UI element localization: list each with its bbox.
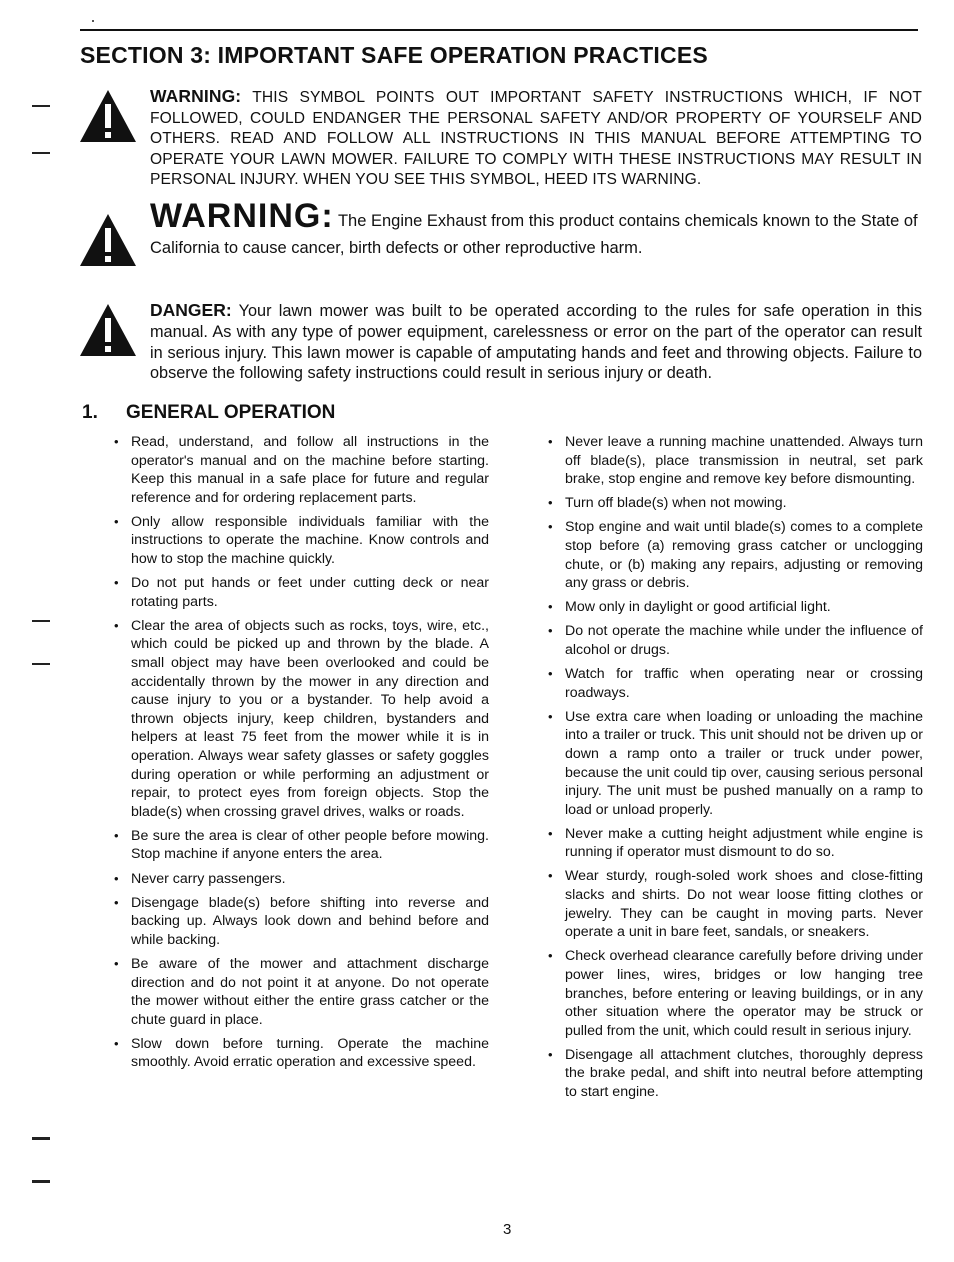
binding-mark — [32, 663, 50, 665]
top-rule — [80, 29, 918, 31]
bullet-icon: • — [548, 623, 553, 639]
list-item — [113, 513, 489, 569]
list-item-text: Be sure the area is clear of other people before mowing. Stop machine if anyone enters the area. — [131, 827, 489, 863]
list-item — [113, 574, 489, 611]
bullet-icon: • — [548, 708, 553, 724]
list-item-text: Do not put hands or feet under cutting deck or near rotating parts. — [131, 575, 489, 610]
list-item — [113, 894, 489, 950]
california-warning-body: The Engine Exhaust from this product contains chemicals known to the State of California to cause cancer, birth defects or other reproductive harm. — [150, 212, 918, 257]
list-item — [113, 433, 489, 507]
list-item-text: Slow down before turning. Operate the machine smoothly. Avoid erratic operation and excessive speed. — [131, 1035, 489, 1071]
bullet-icon: • — [548, 825, 553, 841]
warning-symbol-callout — [78, 86, 922, 191]
bullet-icon: • — [114, 827, 119, 843]
california-warning-callout — [78, 197, 922, 262]
list-item-text: Disengage all attachment clutches, thoroughly depress the brake pedal, and shift into neutral before attempting to start engine. — [565, 1046, 923, 1100]
scan-speck — [92, 20, 94, 22]
warning-triangle-icon — [78, 302, 138, 358]
bullet-icon: • — [114, 513, 119, 529]
california-warning-text — [150, 197, 922, 262]
list-item-text: Do not operate the machine while under the influence of alcohol or drugs. — [565, 623, 923, 658]
bullet-icon: • — [548, 519, 553, 535]
warning-label-large: WARNING: — [150, 197, 334, 235]
heading-number: 1. — [82, 402, 98, 423]
list-item-text: Never leave a running machine unattended. Always turn off blade(s), place transmission in neutral, set park brake, stop engine and remove key before dismounting. — [565, 434, 923, 488]
list-item-text: Check overhead clearance carefully before driving under power lines, wires, bridges or low hanging tree branches, before entering or leaving buildings, or in any other situation where the operator may be struck or pulled from the unit, which could result in serious injury. — [565, 948, 923, 1039]
list-item-text: Be aware of the mower and attachment discharge direction and do not point it at anyone. Do not operate the mower without either the entire grass catcher or the chute guard in place. — [131, 955, 489, 1028]
list-item — [547, 622, 923, 659]
list-item — [547, 598, 923, 617]
right-bullet-list — [547, 433, 923, 1107]
warning-symbol-text — [150, 86, 922, 191]
page-number: 3 — [503, 1221, 512, 1238]
bullet-icon: • — [548, 434, 553, 449]
bullet-icon: • — [114, 617, 119, 633]
bullet-icon: • — [114, 955, 119, 971]
bullet-icon: • — [114, 434, 119, 449]
danger-label: DANGER: — [150, 300, 232, 320]
list-item — [547, 665, 923, 702]
list-item — [113, 870, 489, 889]
bullet-icon: • — [548, 1046, 553, 1062]
bullet-icon: • — [548, 495, 553, 511]
list-item — [547, 1046, 923, 1102]
warning-triangle-icon — [78, 212, 138, 268]
list-item-text: Only allow responsible individuals familiar with the instructions to operate the machine. Know controls and how to stop the machine quickly. — [131, 513, 489, 568]
list-item-text: Stop engine and wait until blade(s) comes to a complete stop before (a) removing grass catcher or unclogging chute, or (b) making any repairs, adjusting or removing any grass or debris. — [565, 519, 923, 592]
bullet-icon: • — [548, 599, 553, 615]
warning-label: WARNING: — [150, 86, 242, 106]
list-item-text: Never carry passengers. — [131, 870, 286, 887]
list-item-text: Turn off blade(s) when not mowing. — [565, 495, 787, 512]
bullet-icon: • — [114, 870, 119, 886]
section-title: SECTION 3: IMPORTANT SAFE OPERATION PRACTICES — [80, 42, 708, 68]
bullet-icon: • — [548, 868, 553, 884]
list-item-text: Watch for traffic when operating near or crossing roadways. — [565, 666, 923, 701]
list-item-text: Never make a cutting height adjustment while engine is running if operator must dismount to do so. — [565, 825, 923, 861]
binding-mark — [32, 620, 50, 622]
list-item — [113, 617, 489, 822]
binding-mark — [32, 105, 50, 107]
bullet-icon: • — [114, 894, 119, 910]
list-item — [547, 947, 923, 1040]
warning-body: THIS SYMBOL POINTS OUT IMPORTANT SAFETY INSTRUCTIONS WHICH, IF NOT FOLLOWED, COULD ENDANGER THE PERSONAL SAFETY AND/OR PROPERTY OF YOURSELF AND OTHERS. READ AND FOLLOW ALL INSTRUCTIONS IN THIS MANUAL BEFORE ATTEMPTING TO OPERATE YOUR LAWN MOWER. FAILURE TO COMPLY WITH THESE INSTRUCTIONS MAY RESULT IN PERSONAL INJURY. WHEN YOU SEE THIS SYMBOL, HEED ITS WARNING. — [150, 89, 922, 188]
list-item — [547, 708, 923, 820]
list-item-text: Wear sturdy, rough-soled work shoes and close-fitting slacks and shirts. Do not wear loose fitting clothes or jewelry. They can be caught in moving parts. Never operate a unit in bare feet, sandals, or sneakers. — [565, 868, 923, 941]
list-item-text: Clear the area of objects such as rocks, toys, wire, etc., which could be picked up and thrown by the blade. A small object may have been overlooked and could be accidentally thrown by the mower in any direction and cause injury to you or a bystander. To help avoid a thrown objects injury, keep children, bystanders and helpers at least 75 feet from the mower while it is in operation. Always wear safety glasses or safety goggles during operation or while performing an adjustment or repair, to protect eyes from foreign objects. Stop the blade(s) when crossing gravel drives, walks or roads. — [131, 617, 489, 820]
list-item — [113, 955, 489, 1029]
general-operation-heading — [82, 402, 335, 424]
list-item — [113, 827, 489, 864]
danger-text — [150, 300, 922, 384]
list-item — [547, 518, 923, 592]
heading-text: GENERAL OPERATION — [126, 402, 336, 423]
binding-mark — [32, 1180, 50, 1183]
list-item — [547, 433, 923, 489]
list-item-text: Mow only in daylight or good artificial light. — [565, 599, 831, 616]
list-item-text: Read, understand, and follow all instructions in the operator's manual and on the machine before starting. Keep this manual in a safe place for future and regular reference and for ordering replacement parts. — [131, 434, 489, 506]
bullet-icon: • — [548, 666, 553, 682]
list-item-text: Use extra care when loading or unloading the machine into a trailer or truck. This unit should not be driven up or down a ramp onto a trailer or truck under power, because the unit could tip over, causing serious personal injury. The unit must be pushed manually on a ramp to load or unload properly. — [565, 708, 923, 818]
list-item — [547, 825, 923, 862]
list-item — [113, 1035, 489, 1072]
list-item — [547, 867, 923, 941]
list-item — [547, 494, 923, 513]
bullet-icon: • — [114, 575, 119, 591]
binding-mark — [32, 1137, 50, 1140]
bullet-icon: • — [548, 948, 553, 964]
binding-mark — [32, 152, 50, 154]
warning-triangle-icon — [78, 88, 138, 144]
left-bullet-list — [113, 433, 489, 1078]
list-item-text: Disengage blade(s) before shifting into reverse and backing up. Always look down and behind before and while backing. — [131, 894, 489, 948]
danger-callout — [78, 300, 922, 384]
bullet-icon: • — [114, 1035, 119, 1051]
danger-body: Your lawn mower was built to be operated according to the rules for safe operation in this manual. As with any type of power equipment, carelessness or error on the part of the operator can result in serious injury. This lawn mower is capable of amputating hands and feet and throwing objects. Failure to observe the following safety instructions could result in serious injury or death. — [150, 302, 922, 383]
